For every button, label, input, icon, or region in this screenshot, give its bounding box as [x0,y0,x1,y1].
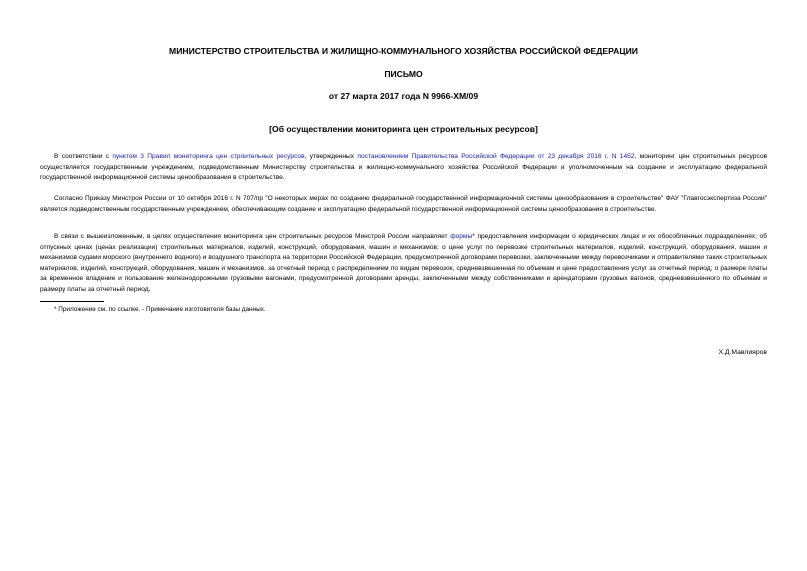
paragraph-1 [40,152,767,184]
paragraph-2: Согласно Приказу Минстроя России от 10 октября 2016 г. N 707/пр "О некоторых мерах по созданию федеральной государственной информационной системы ценообразования в строительстве" ФАУ "Главгосэкспертиза России" является подведомственным государственным учреждением, обеспечивающим создание и эксплуатацию федеральной государственной информационной системы ценообразования в строительстве. [40,195,767,213]
government-decree-link[interactable]: постановлением Правительства Российской Федерации от 23 декабря 2016 г. N 1452 [357,153,635,160]
ministry-title: МИНИСТЕРСТВО СТРОИТЕЛЬСТВА И ЖИЛИЩНО-КОММУНАЛЬНОГО ХОЗЯЙСТВА РОССИЙСКОЙ ФЕДЕРАЦИИ [169,46,638,56]
paragraph-3 [40,232,767,295]
document-type: ПИСЬМО [384,69,423,79]
footnote-divider [40,301,104,302]
paragraph-1-text-c: , мониторинг цен строительных ресурсов осуществляется государственным учреждением, подведомственным Министерству строительства и жилищно-коммунального хозяйства Российской Федерации и уполномоченным на создание и эксплуатацию федеральной государственной информационной системы ценообразования в строительстве. [40,153,767,181]
signature-name: Х.Д.Мавлияров [718,349,767,356]
forms-link[interactable]: формы [450,233,473,240]
paragraph-3-text-b: * предоставления информации о юридических лицах и их обособленных подразделениях; об отпускных ценах (ценах реализации) строительных материалов, изделий, конструкций, оборудования, машин и механизмов; о цене услуг по перевозке строительных материалов, изделий, конструкций, оборудования, машин и механизмов судами морского (внутреннего водного) и воздушного транспорта на территории Российской Федерации, предусмотренной договорами перевозки, заключенными между перевозчиками и отправителями таких строительных материалов, изделий, конструкций, оборудования, машин и механизмов, за отчетный период с распределением по видам перевозок, средневзвешенная по объемам и цене предоставления услуг за отчетный период; о размере платы за временное владение и пользование железнодорожными грузовыми вагонами, предусмотренной договорами аренды, заключенными между собственниками и арендаторами грузовых вагонов, средневзвешенного по объемам и размеру платы за отчетный период. [40,233,767,293]
document-date-number: от 27 марта 2017 года N 9966-ХМ/09 [328,91,479,101]
footnote: * Приложение см. по ссылке. - Примечание изготовителя базы данных. [54,306,266,313]
document-subject: [Об осуществлении мониторинга цен строительных ресурсов] [269,124,538,134]
paragraph-1-text-a: В соответствии с [54,153,113,160]
paragraph-3-text-a: В связи с вышеизложенным, в целях осуществления мониторинга цен строительных ресурсов Минстрой России направляет [54,233,451,240]
rules-clause-link[interactable]: пунктом 3 Правил мониторинга цен строительных ресурсов [112,153,305,160]
paragraph-1-text-b: , утвержденных [304,153,358,160]
